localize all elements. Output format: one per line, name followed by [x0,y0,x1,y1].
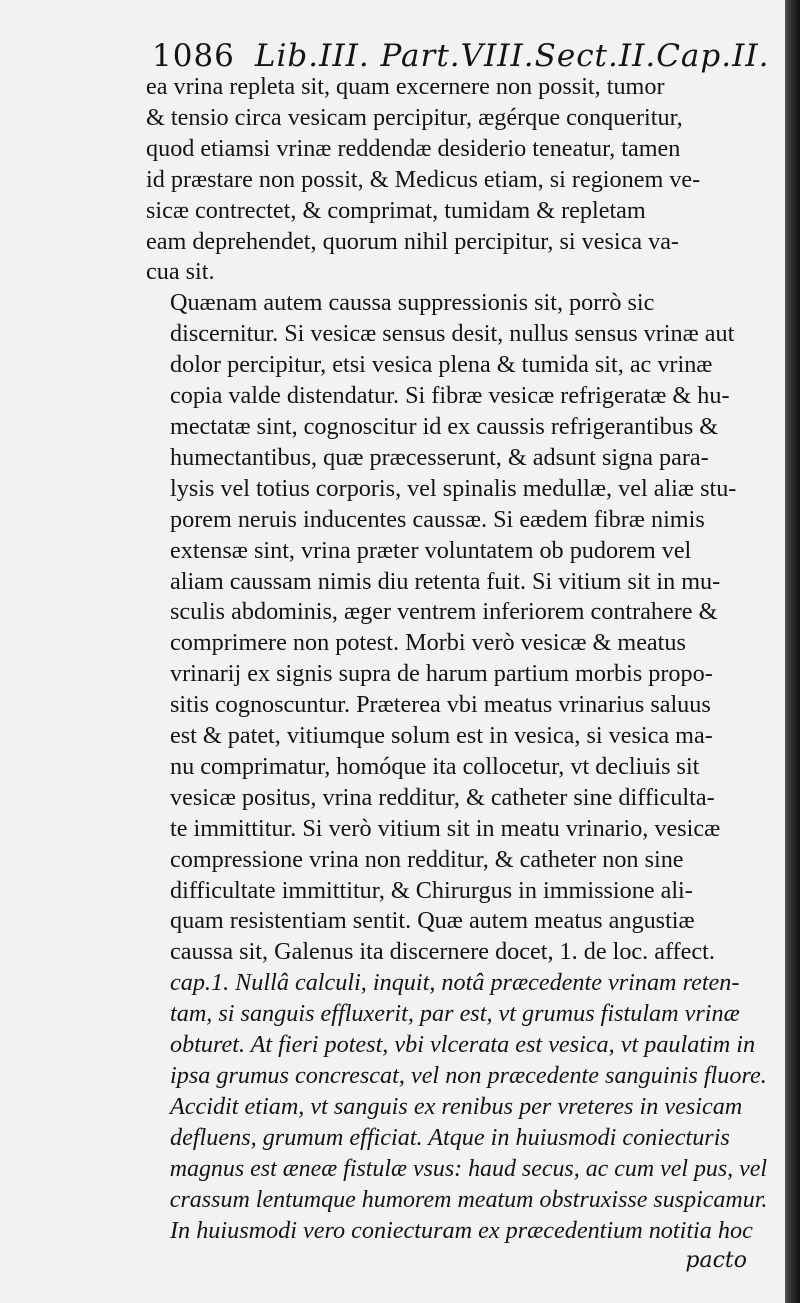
text-line: ea vrina repleta sit, quam excernere non possit, tumor [146,73,665,100]
text-line: nu comprimatur, homóque ita collocetur, vt decliuis sit [170,752,700,780]
text-line: extensæ sint, vrina præter voluntatem ob pudorem vel [170,536,692,564]
quoted-line: cap.1. Nullâ calculi, inquit, notâ præcedente vrinam reten- [170,969,740,997]
text-line: vesicæ positus, vrina redditur, & catheter sine difficulta- [170,783,715,811]
text-line: comprimere non potest. Morbi verò vesicæ & meatus [170,629,686,657]
page-body [146,72,767,1246]
text-line: eam deprehendet, quorum nihil percipitur, si vesica va- [146,227,679,255]
quoted-line: Accidit etiam, vt sanguis ex renibus per vreteres in vesicam [170,1092,743,1120]
text-line: sicæ contrectet, & comprimat, tumidam & repletam [146,196,646,224]
text-line: dolor percipitur, etsi vesica plena & tumida sit, ac vrinæ [170,351,713,379]
text-line: compressione vrina non redditur, & catheter non sine [170,845,684,873]
text-line: humectantibus, quæ præcesserunt, & adsunt signa para- [170,443,709,471]
text-line: id præstare non possit, & Medicus etiam, si regionem ve- [146,165,701,193]
text-line: aliam caussam nimis diu retenta fuit. Si vitium sit in mu- [170,567,721,595]
paragraph-1 [146,72,767,288]
text-line: lysis vel totius corporis, vel spinalis medullæ, vel aliæ stu- [170,474,737,502]
quoted-line: In huiusmodi vero coniecturam ex præcedentium notitia hoc [170,1216,753,1244]
quoted-line: tam, si sanguis effluxerit, par est, vt grumus fistulam vrinæ [170,1000,740,1028]
text-line: caussa sit, Galenus ita discernere docet, 1. de loc. affect. [170,938,715,966]
quoted-line: magnus est æneæ fistulæ vsus: haud secus, ac cum vel pus, vel [169,1154,768,1182]
running-title: Lib.III. Part.VIII.Sect.II.Cap.II. [254,38,770,74]
paragraph-2 [146,288,767,1246]
text-line: est & patet, vitiumque solum est in vesica, si vesica ma- [170,722,713,750]
text-line: vrinarij ex signis supra de harum partium morbis propo- [170,660,713,688]
quoted-line: defluens, grumum efficiat. Atque in huiusmodi coniecturis [170,1123,730,1151]
text-line: cua sit. [146,258,215,286]
text-line: mectatæ sint, cognoscitur id ex caussis refrigerantibus & [170,412,719,440]
quoted-line: crassum lentumque humorem meatum obstruxisse suspicamur. [169,1185,768,1213]
text-line: te immittitur. Si verò vitium sit in meatu vrinario, vesicæ [170,814,721,842]
quoted-line: obturet. At fieri potest, vbi vlcerata est vesica, vt paulatim in [170,1031,756,1059]
catchword: pacto [685,1248,747,1274]
text-line: quod etiamsi vrinæ reddendæ desiderio teneatur, tamen [146,134,681,162]
text-line: porem neruis inducentes caussæ. Si eædem fibræ nimis [170,505,705,533]
text-line: sitis cognoscuntur. Præterea vbi meatus vrinarius saluus [170,691,711,719]
text-line: copia valde distendatur. Si fibræ vesicæ refrigeratæ & hu- [170,382,730,410]
page-number: 1086 [152,38,235,74]
text-line: & tensio circa vesicam percipitur, ægérque conqueritur, [146,103,683,131]
text-line: Quænam autem caussa suppressionis sit, porrò sic [170,289,655,317]
quoted-line: ipsa grumus concrescat, vel non præcedente sanguinis fluore. [170,1062,767,1089]
running-head [152,36,770,76]
text-line: difficultate immittitur, & Chirurgus in immissione ali- [170,876,693,904]
text-line: sculis abdominis, æger ventrem inferiorem contrahere & [170,598,718,626]
text-line: discernitur. Si vesicæ sensus desit, nullus sensus vrinæ aut [170,320,735,348]
text-line: quam resistentiam sentit. Quæ autem meatus angustiæ [170,907,695,935]
